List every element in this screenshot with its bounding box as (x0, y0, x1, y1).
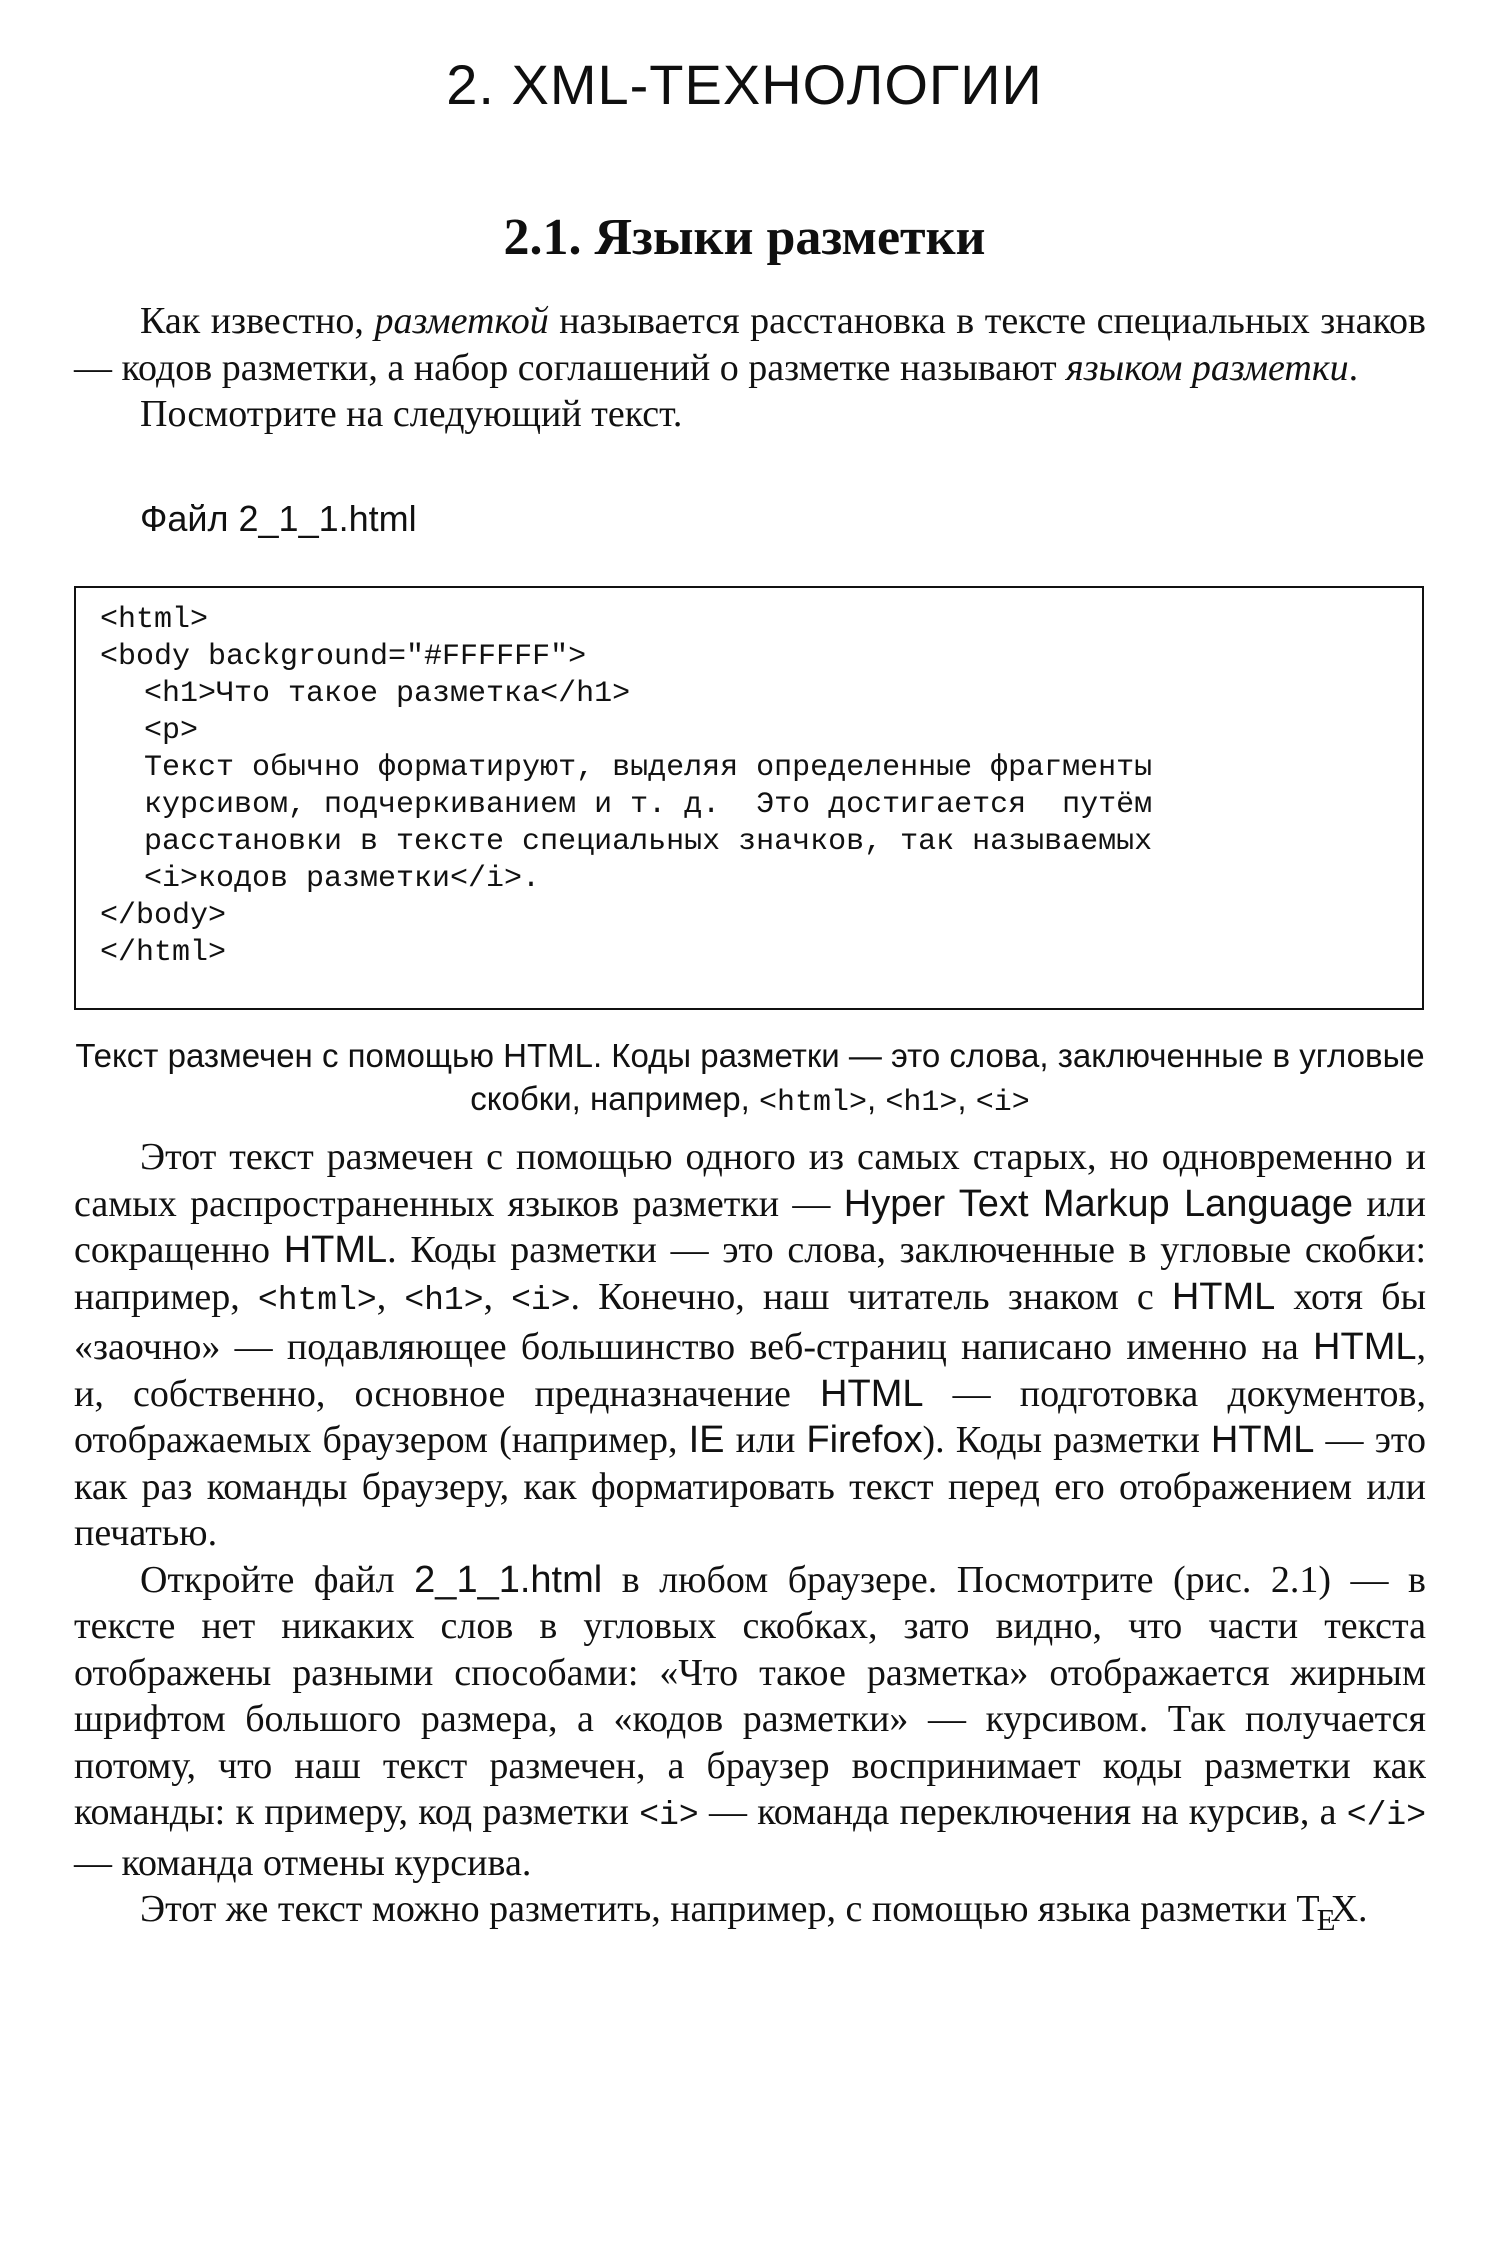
paragraph-open-file: Откройте файл 2_1_1.html в любом браузере. Посмотрите (рис. 2.1) — в тексте нет никаких слов в угловых скобках, зато видно, что части текста отображены разными способами: «Что такое разметка» отображается жирным шрифтом большого размера, а «кодов разметки» — курсивом. Так получается потому, что наш текст размечен, а браузер воспринимает коды разметки как команды: к примеру, код разметки <i> — команда переключения на курсив, а </i> — команда отмены курсива. (74, 1558, 1427, 1884)
main-text (74, 1134, 1426, 1935)
intro-paragraph: Как известно, разметкой называется расстановка в тексте специальных знаков — кодов разметки, а набор соглашений о разметке называют языком разметки. (74, 300, 1426, 389)
code-line: <html> (100, 603, 209, 637)
tex-logo: $T_EX$ (1296, 1888, 1359, 1937)
code-line: Текст обычно форматируют, выделяя определенные фрагменты (144, 751, 1153, 785)
chapter-title (0, 52, 1489, 117)
code-line: </body> (100, 899, 227, 933)
paragraph-html-intro: Этот текст размечен с помощью одного из самых старых, но одновременно и самых распространенных языков разметки — Hyper Text Markup Language или сокращенно HTML. Коды разметки — это слова, заключенные в угловые скобки: например, <html>, <h1>, <i>. Конечно, наш читатель знаком с HTML хотя бы «заочно» — подавляющее большинство веб-страниц написано именно на HTML, и, собственно, основное предназначение HTML — подготовка документов, отображаемых браузером (например, IE или Firefox). Коды разметки HTML — это как раз команды браузеру, как форматировать текст перед его отображением или печатью. (74, 1136, 1426, 1554)
code-line: </html> (100, 936, 227, 970)
listing-caption: Текст размечен с помощью HTML. Коды разметки — это слова, заключенные в угловые скобки, например, <html>, <h1>, <i> (75, 1037, 1425, 1120)
term-markup-language: языком разметки (1066, 346, 1349, 389)
intro-paragraph-2: Посмотрите на следующий текст. (140, 393, 683, 435)
chapter-title-text: XML-ТЕХНОЛОГИИ (511, 53, 1043, 116)
intro-text (74, 298, 1426, 438)
file-label: Файл 2_1_1.html (140, 498, 417, 539)
code-line: <p> (144, 714, 199, 748)
code-line: курсивом, подчеркиванием и т. д. Это достигается путём (144, 788, 1153, 822)
code-line: расстановки в тексте специальных значков, так называемых (144, 825, 1153, 859)
term-markup: разметкой (374, 300, 549, 342)
code-line: <body background="#FFFFFF"> (100, 640, 587, 674)
section-title: 2.1. Языки разметки (503, 209, 986, 266)
chapter-number: 2. (446, 53, 495, 116)
code-listing (74, 586, 1424, 1010)
paragraph-tex: Этот же текст можно разметить, например, с помощью языка разметки $T_EX$. (140, 1888, 1368, 1937)
code-line: <h1>Что такое разметка</h1> (144, 677, 631, 711)
code-line: <i>кодов разметки</i>. (144, 862, 541, 896)
